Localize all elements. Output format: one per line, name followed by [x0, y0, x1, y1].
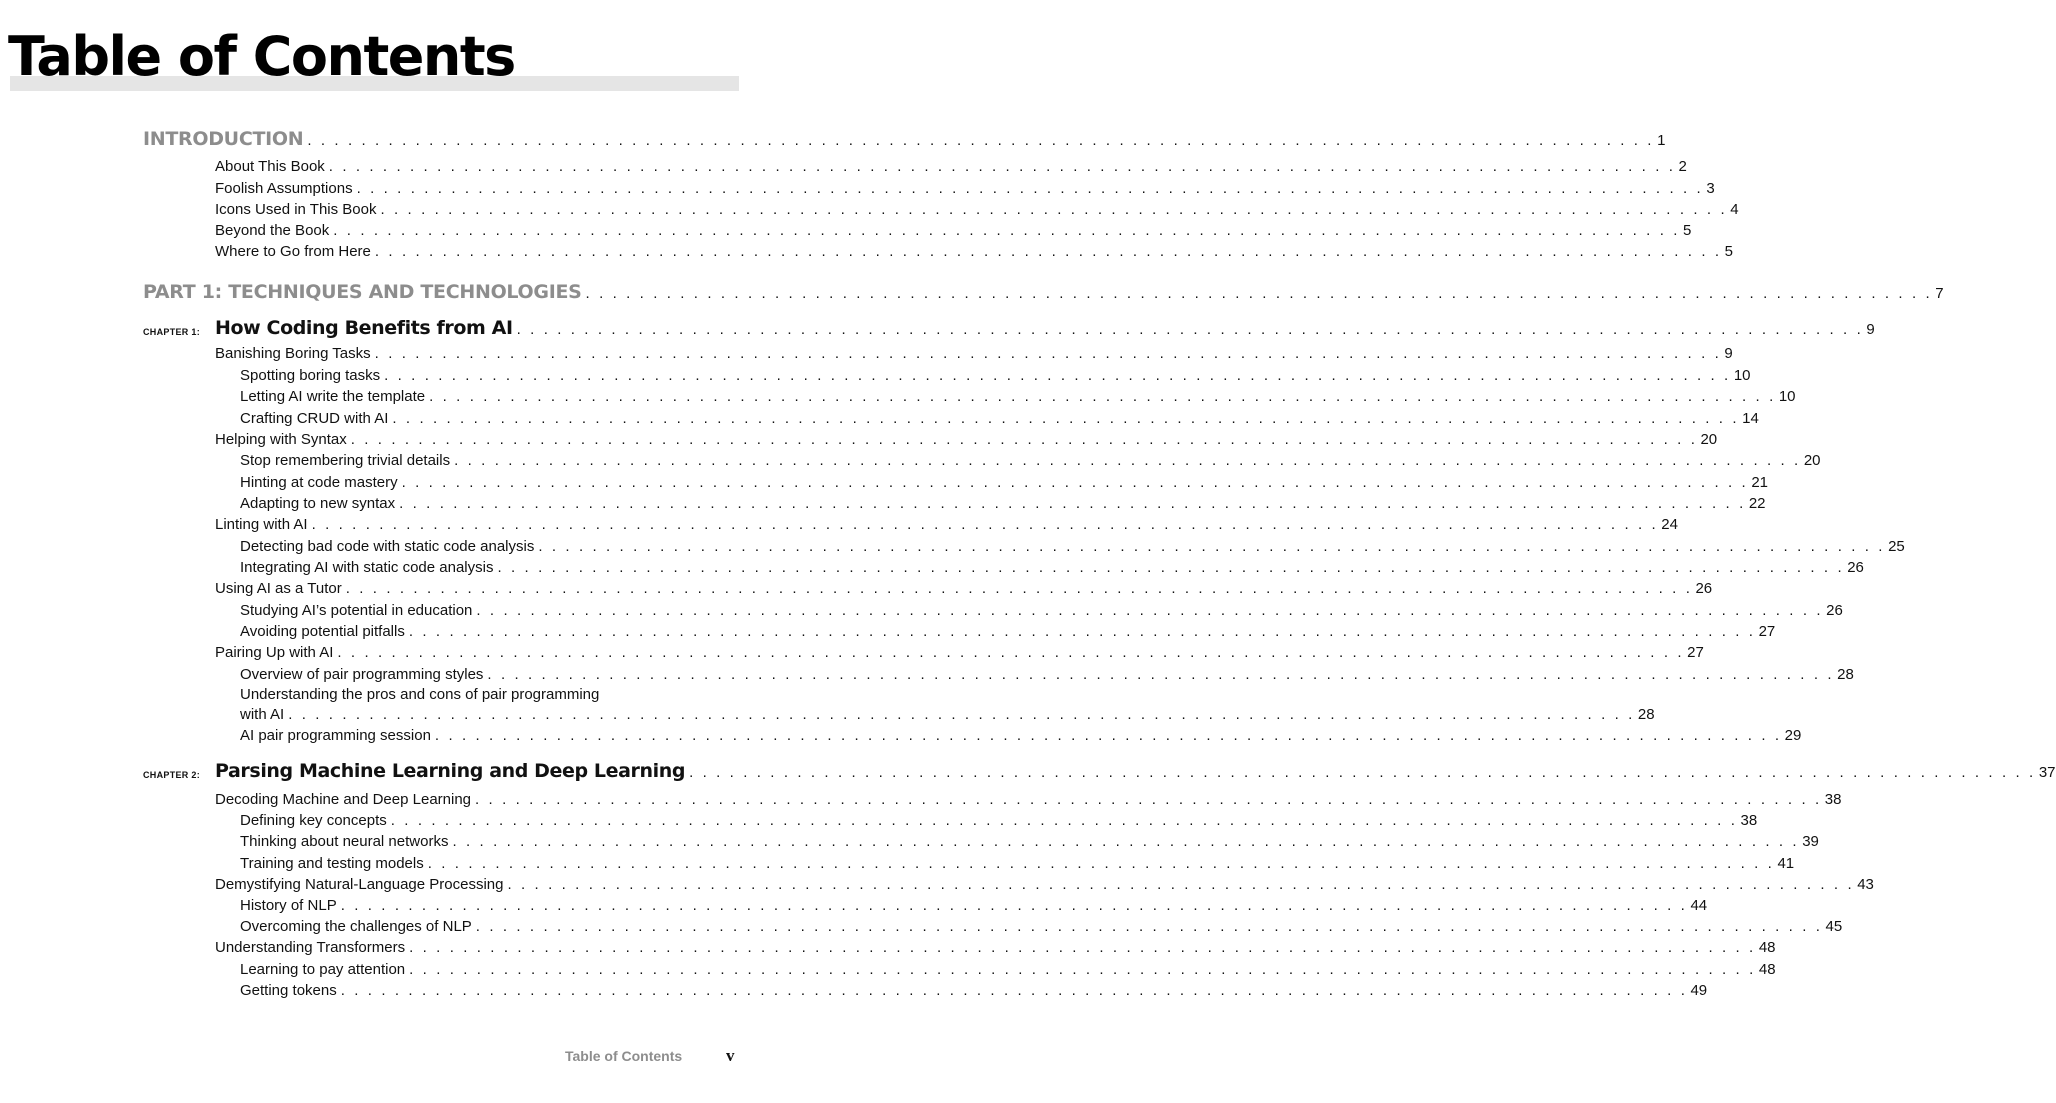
toc-entry-where-to-go[interactable] — [215, 243, 1733, 260]
toc-subentry[interactable] — [240, 559, 1864, 576]
toc-page-number: 2 — [1678, 158, 1687, 175]
toc-page-number: 4 — [1730, 201, 1739, 218]
toc-page-number: 14 — [1742, 410, 1759, 427]
toc-page-number: 22 — [1748, 495, 1766, 512]
toc-entry[interactable] — [215, 644, 1704, 661]
dot-leader: . . . . . . . . . . . . . . . . . . . . . . . . . . . . . . . . . . . . . . . . . . . . . . . . . . . . . . . . . . . . . . . . . . . . . . . . . . . . . . . . . . . . . . . . . . . . . . . . . . . . — [311, 516, 1659, 533]
toc-entry-title: Icons Used in This Book — [215, 201, 377, 218]
dot-leader: . . . . . . . . . . . . . . . . . . . . . . . . . . . . . . . . . . . . . . . . . . . . . . . . . . . . . . . . . . . . . . . . . . . . . . . . . . . . . . . . . . . . . . . . . . . . . . . . . . . . — [427, 855, 1775, 872]
toc-entry-about-this-book[interactable] — [215, 158, 1687, 175]
toc-subentry[interactable] — [240, 727, 1802, 744]
dot-leader: . . . . . . . . . . . . . . . . . . . . . . . . . . . . . . . . . . . . . . . . . . . . . . . . . . . . . . . . . . . . . . . . . . . . . . . . . . . . . . . . . . . . . . . . . . . . . . . . . . . . — [350, 431, 1698, 448]
toc-subentry[interactable] — [240, 961, 1776, 978]
toc-page-number: 26 — [1826, 602, 1843, 619]
toc-subentry[interactable] — [240, 495, 1766, 512]
dot-leader: . . . . . . . . . . . . . . . . . . . . . . . . . . . . . . . . . . . . . . . . . . . . . . . . . . . . . . . . . . . . . . . . . . . . . . . . . . . . . . . . . . . . . . . . . . . . . . . . . . . . — [337, 644, 1685, 661]
toc-page-number: 41 — [1777, 855, 1795, 872]
toc-page-number: 38 — [1824, 791, 1842, 808]
toc-page-number: 21 — [1751, 474, 1768, 491]
toc-entry[interactable] — [215, 939, 1776, 956]
dot-leader: . . . . . . . . . . . . . . . . . . . . . . . . . . . . . . . . . . . . . . . . . . . . . . . . . . . . . . . . . . . . . . . . . . . . . . . . . . . . . . . . . . . . . . . . . . . . . . . . . . . . — [288, 706, 1635, 723]
toc-chapter-title: How Coding Benefits from AI — [215, 317, 513, 339]
toc-entry-title: Helping with Syntax — [215, 431, 347, 448]
dot-leader: . . . . . . . . . . . . . . . . . . . . . . . . . . . . . . . . . . . . . . . . . . . . . . . . . . . . . . . . . . . . . . . . . . . . . . . . . . . . . . . . . . . . . . . . . . . . . . . . . . . . — [401, 474, 1749, 491]
toc-entry-title: Thinking about neural networks — [240, 833, 449, 850]
toc-page-number: 7 — [1935, 285, 1944, 302]
toc-entry[interactable] — [215, 791, 1842, 808]
toc-page-number: 27 — [1687, 644, 1704, 661]
toc-page-number: 26 — [1847, 559, 1864, 576]
dot-leader: . . . . . . . . . . . . . . . . . . . . . . . . . . . . . . . . . . . . . . . . . . . . . . . . . . . . . . . . . . . . . . . . . . . . . . . . . . . . . . . . . . . . . . . . . . . . . . . . . . . . — [689, 764, 2036, 781]
toc-page-number: 48 — [1758, 961, 1776, 978]
toc-entry-beyond-the-book[interactable] — [215, 222, 1692, 239]
toc-page-number: 38 — [1740, 812, 1758, 829]
dot-leader: . . . . . . . . . . . . . . . . . . . . . . . . . . . . . . . . . . . . . . . . . . . . . . . . . . . . . . . . . . . . . . . . . . . . . . . . . . . . . . . . . . . . . . . . . . . . . . . . . . . . — [340, 982, 1688, 999]
dot-leader: . . . . . . . . . . . . . . . . . . . . . . . . . . . . . . . . . . . . . . . . . . . . . . . . . . . . . . . . . . . . . . . . . . . . . . . . . . . . . . . . . . . . . . . . . . . . . . . . . . . . — [497, 559, 1845, 576]
toc-entry-title: Spotting boring tasks — [240, 367, 381, 384]
toc-page-number: 27 — [1758, 623, 1776, 640]
toc-entry-title: Decoding Machine and Deep Learning — [215, 791, 472, 808]
toc-page-number: 28 — [1837, 666, 1854, 683]
dot-leader: . . . . . . . . . . . . . . . . . . . . . . . . . . . . . . . . . . . . . . . . . . . . . . . . . . . . . . . . . . . . . . . . . . . . . . . . . . . . . . . . . . . . . . . . . . . . . . . . . . . . — [356, 180, 1704, 197]
toc-entry-title: Using AI as a Tutor — [215, 580, 342, 597]
toc-entry-title: Understanding Transformers — [215, 939, 406, 956]
dot-leader: . . . . . . . . . . . . . . . . . . . . . . . . . . . . . . . . . . . . . . . . . . . . . . . . . . . . . . . . . . . . . . . . . . . . . . . . . . . . . . . . . . . . . . . . . . . . . . . . . . . . — [384, 367, 1731, 384]
toc-subentry[interactable] — [240, 388, 1796, 405]
toc-entry[interactable] — [215, 876, 1874, 893]
toc-part-title: PART 1: TECHNIQUES AND TECHNOLOGIES — [143, 281, 582, 303]
toc-entry-title: Linting with AI — [215, 516, 308, 533]
dot-leader: . . . . . . . . . . . . . . . . . . . . . . . . . . . . . . . . . . . . . . . . . . . . . . . . . . . . . . . . . . . . . . . . . . . . . . . . . . . . . . . . . . . . . . . . . . . . . . . . . . . . — [380, 201, 1728, 218]
dot-leader: . . . . . . . . . . . . . . . . . . . . . . . . . . . . . . . . . . . . . . . . . . . . . . . . . . . . . . . . . . . . . . . . . . . . . . . . . . . . . . . . . . . . . . . . . . . . . . . . . . . . — [390, 812, 1738, 829]
toc-subentry[interactable] — [240, 602, 1843, 619]
dot-leader: . . . . . . . . . . . . . . . . . . . . . . . . . . . . . . . . . . . . . . . . . . . . . . . . . . . . . . . . . . . . . . . . . . . . . . . . . . . . . . . . . . . . . . . . . . . . . . . . . . . . — [345, 580, 1693, 597]
toc-chapter-title: Parsing Machine Learning and Deep Learning — [215, 760, 686, 782]
toc-page-number: 49 — [1690, 982, 1708, 999]
toc-subentry[interactable] — [240, 623, 1776, 640]
chapter-1-label: CHAPTER 1: — [143, 327, 201, 337]
toc-entry-title: Detecting bad code with static code analysis — [240, 538, 535, 555]
toc-page-number: 24 — [1661, 516, 1678, 533]
dot-leader: . . . . . . . . . . . . . . . . . . . . . . . . . . . . . . . . . . . . . . . . . . . . . . . . . . . . . . . . . . . . . . . . . . . . . . . . . . . . . . . . . . . . . . . . . . . . . . . . . . . . — [328, 158, 1676, 175]
toc-page-number: 10 — [1733, 367, 1751, 384]
toc-page-number: 39 — [1802, 833, 1819, 850]
dot-leader: . . . . . . . . . . . . . . . . . . . . . . . . . . . . . . . . . . . . . . . . . . . . . . . . . . . . . . . . . . . . . . . . . . . . . . . . . . . . . . . . . . . . . . . . . . . . . . . . . . . . — [487, 666, 1835, 683]
toc-subentry[interactable] — [240, 410, 1759, 427]
dot-leader: . . . . . . . . . . . . . . . . . . . . . . . . . . . . . . . . . . . . . . . . . . . . . . . . . . . . . . . . . . . . . . . . . . . . . . . . . . . . . . . . . . . . . . . . . . . . . . . . . . . . — [374, 345, 1722, 362]
toc-entry-title: Overcoming the challenges of NLP — [240, 918, 472, 935]
toc-page-number: 25 — [1888, 538, 1905, 555]
toc-entry-title: Hinting at code mastery — [240, 474, 398, 491]
dot-leader: . . . . . . . . . . . . . . . . . . . . . . . . . . . . . . . . . . . . . . . . . . . . . . . . . . . . . . . . . . . . . . . . . . . . . . . . . . . . . . . . . . . . . . . . . . . . . . . . . . . . — [340, 897, 1688, 914]
toc-entry-title: Crafting CRUD with AI — [240, 410, 389, 427]
toc-subentry-title-line1[interactable]: Understanding the pros and cons of pair programming — [240, 686, 600, 703]
dot-leader: . . . . . . . . . . . . . . . . . . . . . . . . . . . . . . . . . . . . . . . . . . . . . . . . . . . . . . . . . . . . . . . . . . . . . . . . . . . . . . . . . . . . . . . . . . . . . . . . . . . . — [409, 939, 1756, 956]
toc-entry-title: Studying AI’s potential in education — [240, 602, 473, 619]
chapter-2-label: CHAPTER 2: — [143, 770, 201, 780]
toc-entry-title: Foolish Assumptions — [215, 180, 353, 197]
toc-page-number: 44 — [1690, 897, 1708, 914]
toc-subentry[interactable] — [240, 918, 1843, 935]
toc-subentry[interactable] — [240, 666, 1854, 683]
toc-subentry[interactable] — [240, 474, 1768, 491]
toc-entry-title: Avoiding potential pitfalls — [240, 623, 405, 640]
toc-page-number: 9 — [1724, 345, 1733, 362]
toc-entry-title: Learning to pay attention — [240, 961, 406, 978]
dot-leader: . . . . . . . . . . . . . . . . . . . . . . . . . . . . . . . . . . . . . . . . . . . . . . . . . . . . . . . . . . . . . . . . . . . . . . . . . . . . . . . . . . . . . . . . . . . . . . . . . . . . — [454, 452, 1801, 469]
toc-page-number: 26 — [1695, 580, 1713, 597]
toc-subentry[interactable] — [240, 812, 1758, 829]
toc-part-introduction[interactable] — [143, 128, 1666, 150]
toc-subentry[interactable] — [240, 855, 1795, 872]
toc-page-number: 5 — [1724, 243, 1733, 260]
page-title: Table of Contents — [8, 25, 515, 88]
toc-entry-title: About This Book — [215, 158, 325, 175]
toc-entry-title: Letting AI write the template — [240, 388, 426, 405]
toc-entry-title: with AI — [240, 706, 285, 723]
dot-leader: . . . . . . . . . . . . . . . . . . . . . . . . . . . . . . . . . . . . . . . . . . . . . . . . . . . . . . . . . . . . . . . . . . . . . . . . . . . . . . . . . . . . . . . . . . . . . . . . . . . . — [538, 538, 1886, 555]
toc-entry-title: Getting tokens — [240, 982, 337, 999]
toc-entry-title: Integrating AI with static code analysis — [240, 559, 494, 576]
toc-entry[interactable] — [215, 345, 1733, 362]
toc-page-number: 20 — [1700, 431, 1718, 448]
toc-page-number: 1 — [1657, 132, 1666, 149]
toc-page-number: 5 — [1683, 222, 1692, 239]
toc-subentry[interactable] — [240, 897, 1708, 914]
toc-entry[interactable] — [215, 516, 1678, 533]
footer-running-head: Table of Contents — [565, 1048, 683, 1064]
dot-leader: . . . . . . . . . . . . . . . . . . . . . . . . . . . . . . . . . . . . . . . . . . . . . . . . . . . . . . . . . . . . . . . . . . . . . . . . . . . . . . . . . . . . . . . . . . . . . . . . . . . . — [307, 132, 1655, 149]
dot-leader: . . . . . . . . . . . . . . . . . . . . . . . . . . . . . . . . . . . . . . . . . . . . . . . . . . . . . . . . . . . . . . . . . . . . . . . . . . . . . . . . . . . . . . . . . . . . . . . . . . . . — [507, 876, 1855, 893]
dot-leader: . . . . . . . . . . . . . . . . . . . . . . . . . . . . . . . . . . . . . . . . . . . . . . . . . . . . . . . . . . . . . . . . . . . . . . . . . . . . . . . . . . . . . . . . . . . . . . . . . . . . — [434, 727, 1782, 744]
toc-page-number: 29 — [1784, 727, 1802, 744]
toc-entry-title: Pairing Up with AI — [215, 644, 334, 661]
toc-entry-title: AI pair programming session — [240, 727, 431, 744]
toc-entry-icons-used[interactable] — [215, 201, 1739, 218]
toc-page-number: 48 — [1758, 939, 1776, 956]
toc-entry-foolish-assumptions[interactable] — [215, 180, 1715, 197]
toc-subentry[interactable] — [240, 833, 1819, 850]
toc-page-number: 28 — [1637, 706, 1655, 723]
dot-leader: . . . . . . . . . . . . . . . . . . . . . . . . . . . . . . . . . . . . . . . . . . . . . . . . . . . . . . . . . . . . . . . . . . . . . . . . . . . . . . . . . . . . . . . . . . . . . . . . . . . . — [476, 602, 1824, 619]
dot-leader: . . . . . . . . . . . . . . . . . . . . . . . . . . . . . . . . . . . . . . . . . . . . . . . . . . . . . . . . . . . . . . . . . . . . . . . . . . . . . . . . . . . . . . . . . . . . . . . . . . . . — [374, 243, 1722, 260]
toc-subentry[interactable] — [240, 367, 1751, 384]
toc-page-number: 3 — [1706, 180, 1715, 197]
toc-page-number: 45 — [1825, 918, 1843, 935]
toc-entry-title: History of NLP — [240, 897, 337, 914]
toc-entry-title: Demystifying Natural-Language Processing — [215, 876, 504, 893]
toc-subentry[interactable] — [240, 538, 1905, 555]
toc-entry-title: Overview of pair programming styles — [240, 666, 484, 683]
toc-entry[interactable] — [215, 580, 1713, 597]
dot-leader: . . . . . . . . . . . . . . . . . . . . . . . . . . . . . . . . . . . . . . . . . . . . . . . . . . . . . . . . . . . . . . . . . . . . . . . . . . . . . . . . . . . . . . . . . . . . . . . . . . . . — [516, 321, 1864, 338]
toc-part-1[interactable] — [143, 281, 1944, 303]
toc-page-number: 43 — [1857, 876, 1874, 893]
toc-entry-title: Beyond the Book — [215, 222, 330, 239]
toc-chapter-2[interactable] — [215, 760, 2056, 782]
toc-subentry[interactable] — [240, 706, 1655, 723]
toc-entry-title: Adapting to new syntax — [240, 495, 396, 512]
toc-page-number: 37 — [2038, 764, 2056, 781]
toc-chapter-1[interactable] — [215, 317, 1875, 339]
toc-page-number: 10 — [1778, 388, 1796, 405]
toc-subentry[interactable] — [240, 452, 1821, 469]
dot-leader: . . . . . . . . . . . . . . . . . . . . . . . . . . . . . . . . . . . . . . . . . . . . . . . . . . . . . . . . . . . . . . . . . . . . . . . . . . . . . . . . . . . . . . . . . . . . . . . . . . . . — [333, 222, 1680, 239]
toc-entry-title: Stop remembering trivial details — [240, 452, 451, 469]
dot-leader: . . . . . . . . . . . . . . . . . . . . . . . . . . . . . . . . . . . . . . . . . . . . . . . . . . . . . . . . . . . . . . . . . . . . . . . . . . . . . . . . . . . . . . . . . . . . . . . . . . . . — [408, 623, 1756, 640]
dot-leader: . . . . . . . . . . . . . . . . . . . . . . . . . . . . . . . . . . . . . . . . . . . . . . . . . . . . . . . . . . . . . . . . . . . . . . . . . . . . . . . . . . . . . . . . . . . . . . . . . . . . — [585, 285, 1933, 302]
dot-leader: . . . . . . . . . . . . . . . . . . . . . . . . . . . . . . . . . . . . . . . . . . . . . . . . . . . . . . . . . . . . . . . . . . . . . . . . . . . . . . . . . . . . . . . . . . . . . . . . . . . . — [452, 833, 1800, 850]
toc-entry-title: Banishing Boring Tasks — [215, 345, 371, 362]
toc-entry-title: Training and testing models — [240, 855, 424, 872]
dot-leader: . . . . . . . . . . . . . . . . . . . . . . . . . . . . . . . . . . . . . . . . . . . . . . . . . . . . . . . . . . . . . . . . . . . . . . . . . . . . . . . . . . . . . . . . . . . . . . . . . . . . — [409, 961, 1756, 978]
dot-leader: . . . . . . . . . . . . . . . . . . . . . . . . . . . . . . . . . . . . . . . . . . . . . . . . . . . . . . . . . . . . . . . . . . . . . . . . . . . . . . . . . . . . . . . . . . . . . . . . . . . . — [475, 791, 1822, 808]
toc-page-number: 9 — [1866, 321, 1875, 338]
toc-page-number: 20 — [1803, 452, 1821, 469]
dot-leader: . . . . . . . . . . . . . . . . . . . . . . . . . . . . . . . . . . . . . . . . . . . . . . . . . . . . . . . . . . . . . . . . . . . . . . . . . . . . . . . . . . . . . . . . . . . . . . . . . . . . — [475, 918, 1823, 935]
footer-page-number: v — [726, 1046, 735, 1065]
dot-leader: . . . . . . . . . . . . . . . . . . . . . . . . . . . . . . . . . . . . . . . . . . . . . . . . . . . . . . . . . . . . . . . . . . . . . . . . . . . . . . . . . . . . . . . . . . . . . . . . . . . . — [392, 410, 1740, 427]
dot-leader: . . . . . . . . . . . . . . . . . . . . . . . . . . . . . . . . . . . . . . . . . . . . . . . . . . . . . . . . . . . . . . . . . . . . . . . . . . . . . . . . . . . . . . . . . . . . . . . . . . . . — [399, 495, 1746, 512]
toc-entry-title: Where to Go from Here — [215, 243, 371, 260]
toc-subentry[interactable] — [240, 982, 1708, 999]
toc-entry-title: Defining key concepts — [240, 812, 387, 829]
dot-leader: . . . . . . . . . . . . . . . . . . . . . . . . . . . . . . . . . . . . . . . . . . . . . . . . . . . . . . . . . . . . . . . . . . . . . . . . . . . . . . . . . . . . . . . . . . . . . . . . . . . . — [429, 388, 1776, 405]
toc-part-title: INTRODUCTION — [143, 128, 304, 150]
toc-entry[interactable] — [215, 431, 1718, 448]
